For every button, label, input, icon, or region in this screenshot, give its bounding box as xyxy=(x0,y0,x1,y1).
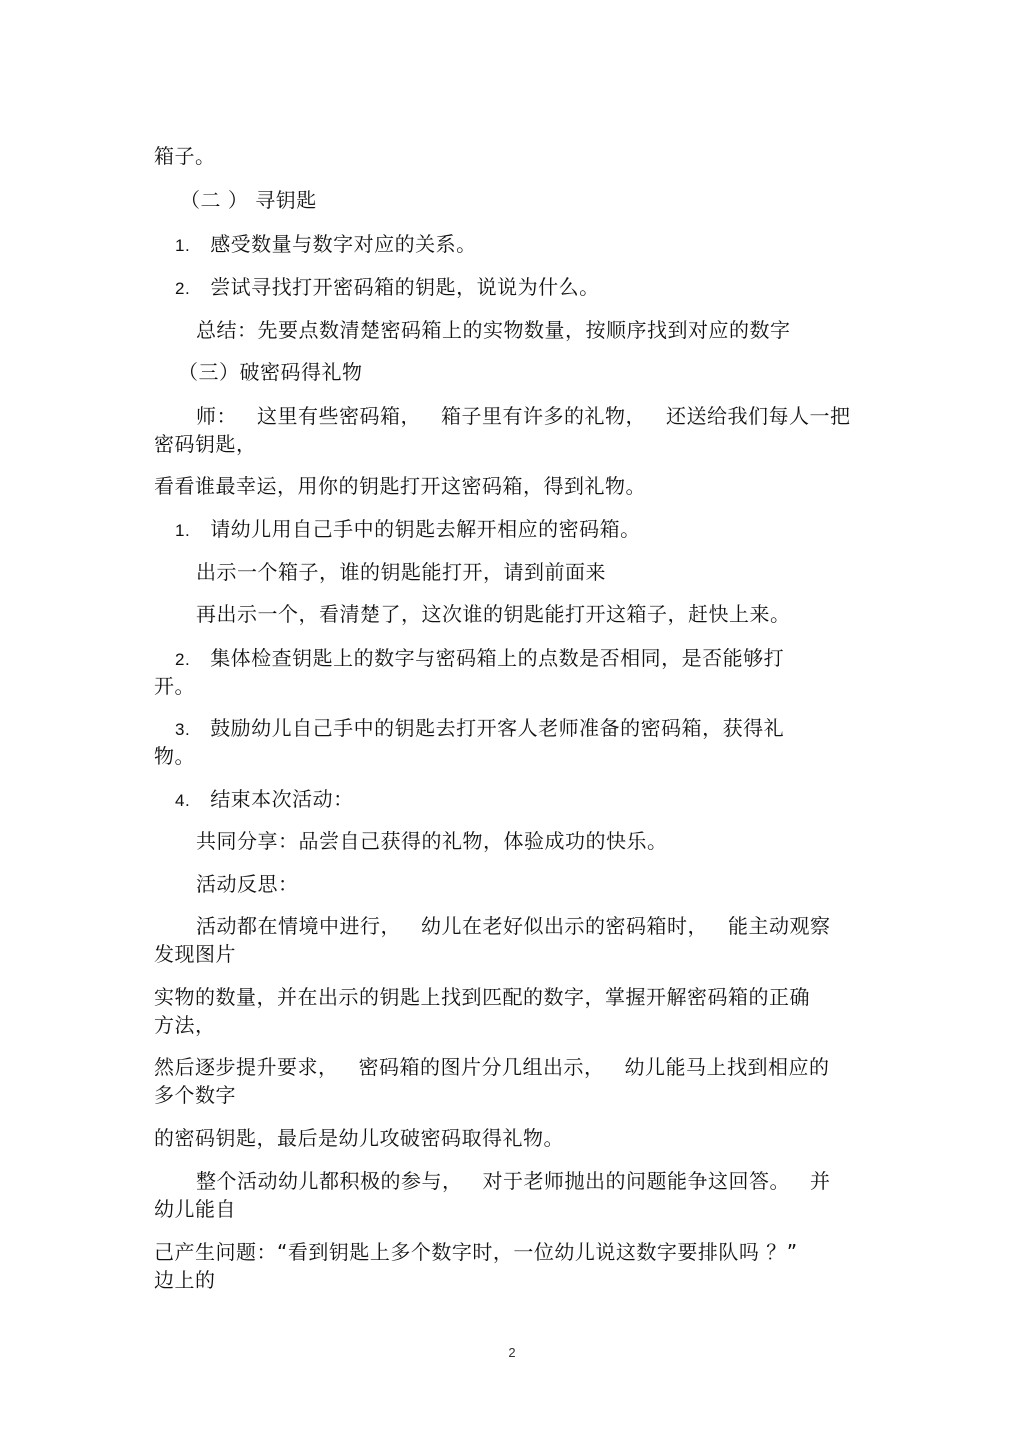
list-number: 2. xyxy=(175,279,191,298)
text-line xyxy=(196,829,668,853)
list-number: 2. xyxy=(175,650,191,669)
text-span: （三）破密码得礼物 xyxy=(178,360,363,384)
text-span: 并 xyxy=(810,1169,831,1193)
text-span: 整个活动幼儿都积极的参与， xyxy=(196,1169,463,1193)
text-span: 箱子。 xyxy=(154,144,216,168)
list-item xyxy=(175,232,477,258)
text-span: 还送给我们每人一把 xyxy=(666,404,851,428)
text-line xyxy=(196,872,299,896)
text-span: 己产生问题：“看到钥匙上多个数字时，一位幼儿说这数字要排队吗 ？” xyxy=(154,1240,798,1264)
text-span: 边上的 xyxy=(154,1268,216,1292)
text-line xyxy=(154,1197,236,1221)
section-heading-3 xyxy=(178,360,363,384)
text-line xyxy=(196,602,791,626)
text-line xyxy=(154,474,646,498)
text-span: 多个数字 xyxy=(154,1083,236,1107)
text-line xyxy=(154,1240,798,1264)
text-line xyxy=(196,1169,831,1193)
text-span: 密码钥匙， xyxy=(154,432,257,456)
text-line xyxy=(154,1055,830,1079)
list-number: 3. xyxy=(175,720,191,739)
text-span: 请幼儿用自己手中的钥匙去解开相应的密码箱。 xyxy=(210,517,641,541)
list-item xyxy=(175,646,784,672)
text-span: 发现图片 xyxy=(154,942,236,966)
text-span: 开。 xyxy=(154,674,195,698)
text-span: 集体检查钥匙上的数字与密码箱上的点数是否相同，是否能够打 xyxy=(210,646,785,670)
list-item xyxy=(175,716,784,742)
list-number: 1. xyxy=(175,521,191,540)
text-span: 幼儿能自 xyxy=(154,1197,236,1221)
text-span: 鼓励幼儿自己手中的钥匙去打开客人老师准备的密码箱，获得礼 xyxy=(210,716,785,740)
text-span: 感受数量与数字对应的关系。 xyxy=(210,232,477,256)
text-line xyxy=(154,674,195,698)
text-line xyxy=(196,404,851,428)
text-span: 然后逐步提升要求， xyxy=(154,1055,339,1079)
text-line xyxy=(154,1013,216,1037)
text-span: 活动反思： xyxy=(196,872,299,896)
page-number: 2 xyxy=(508,1345,516,1360)
text-span: 出示一个箱子，谁的钥匙能打开，请到前面来 xyxy=(196,560,606,584)
text-span: 尝试寻找打开密码箱的钥匙，说说为什么。 xyxy=(210,275,600,299)
section-heading-2 xyxy=(180,188,317,212)
text-line xyxy=(154,144,216,168)
text-span: 幼儿能马上找到相应的 xyxy=(624,1055,830,1079)
text-line xyxy=(196,318,791,342)
text-span: 师： xyxy=(196,404,237,428)
text-span: 对于老师抛出的问题能争这回答。 xyxy=(482,1169,790,1193)
text-span: 活动都在情境中进行， xyxy=(196,914,401,938)
list-item xyxy=(175,517,641,543)
text-line xyxy=(154,985,810,1009)
text-span: 总结：先要点数清楚密码箱上的实物数量，按顺序找到对应的数字 xyxy=(196,318,791,342)
list-number: 1. xyxy=(175,236,191,255)
text-line xyxy=(154,432,257,456)
text-line xyxy=(154,1083,236,1107)
text-span: 的密码钥匙，最后是幼儿攻破密码取得礼物。 xyxy=(154,1126,564,1150)
text-span: 方法， xyxy=(154,1013,216,1037)
text-line xyxy=(154,1126,564,1150)
text-line xyxy=(196,914,831,938)
text-span: 箱子里有许多的礼物， xyxy=(441,404,646,428)
text-span: 实物的数量，并在出示的钥匙上找到匹配的数字，掌握开解密码箱的正确 xyxy=(154,985,810,1009)
text-span: 结束本次活动： xyxy=(210,787,354,811)
text-span: 密码箱的图片分几组出示， xyxy=(358,1055,605,1079)
text-line xyxy=(154,1268,216,1292)
list-item xyxy=(175,275,600,301)
list-item xyxy=(175,787,354,813)
text-span: 看看谁最幸运，用你的钥匙打开这密码箱，得到礼物。 xyxy=(154,474,646,498)
text-span: 能主动观察 xyxy=(728,914,831,938)
text-span: 共同分享：品尝自己获得的礼物，体验成功的快乐。 xyxy=(196,829,668,853)
text-line xyxy=(196,560,606,584)
text-span: 幼儿在老好似出示的密码箱时， xyxy=(421,914,708,938)
text-span: 这里有些密码箱， xyxy=(257,404,421,428)
text-line xyxy=(154,942,236,966)
text-span: 物。 xyxy=(154,744,195,768)
text-span: （二 ） 寻钥匙 xyxy=(180,188,317,212)
list-number: 4. xyxy=(175,791,191,810)
text-line xyxy=(154,744,195,768)
text-span: 再出示一个，看清楚了，这次谁的钥匙能打开这箱子，赶快上来。 xyxy=(196,602,791,626)
